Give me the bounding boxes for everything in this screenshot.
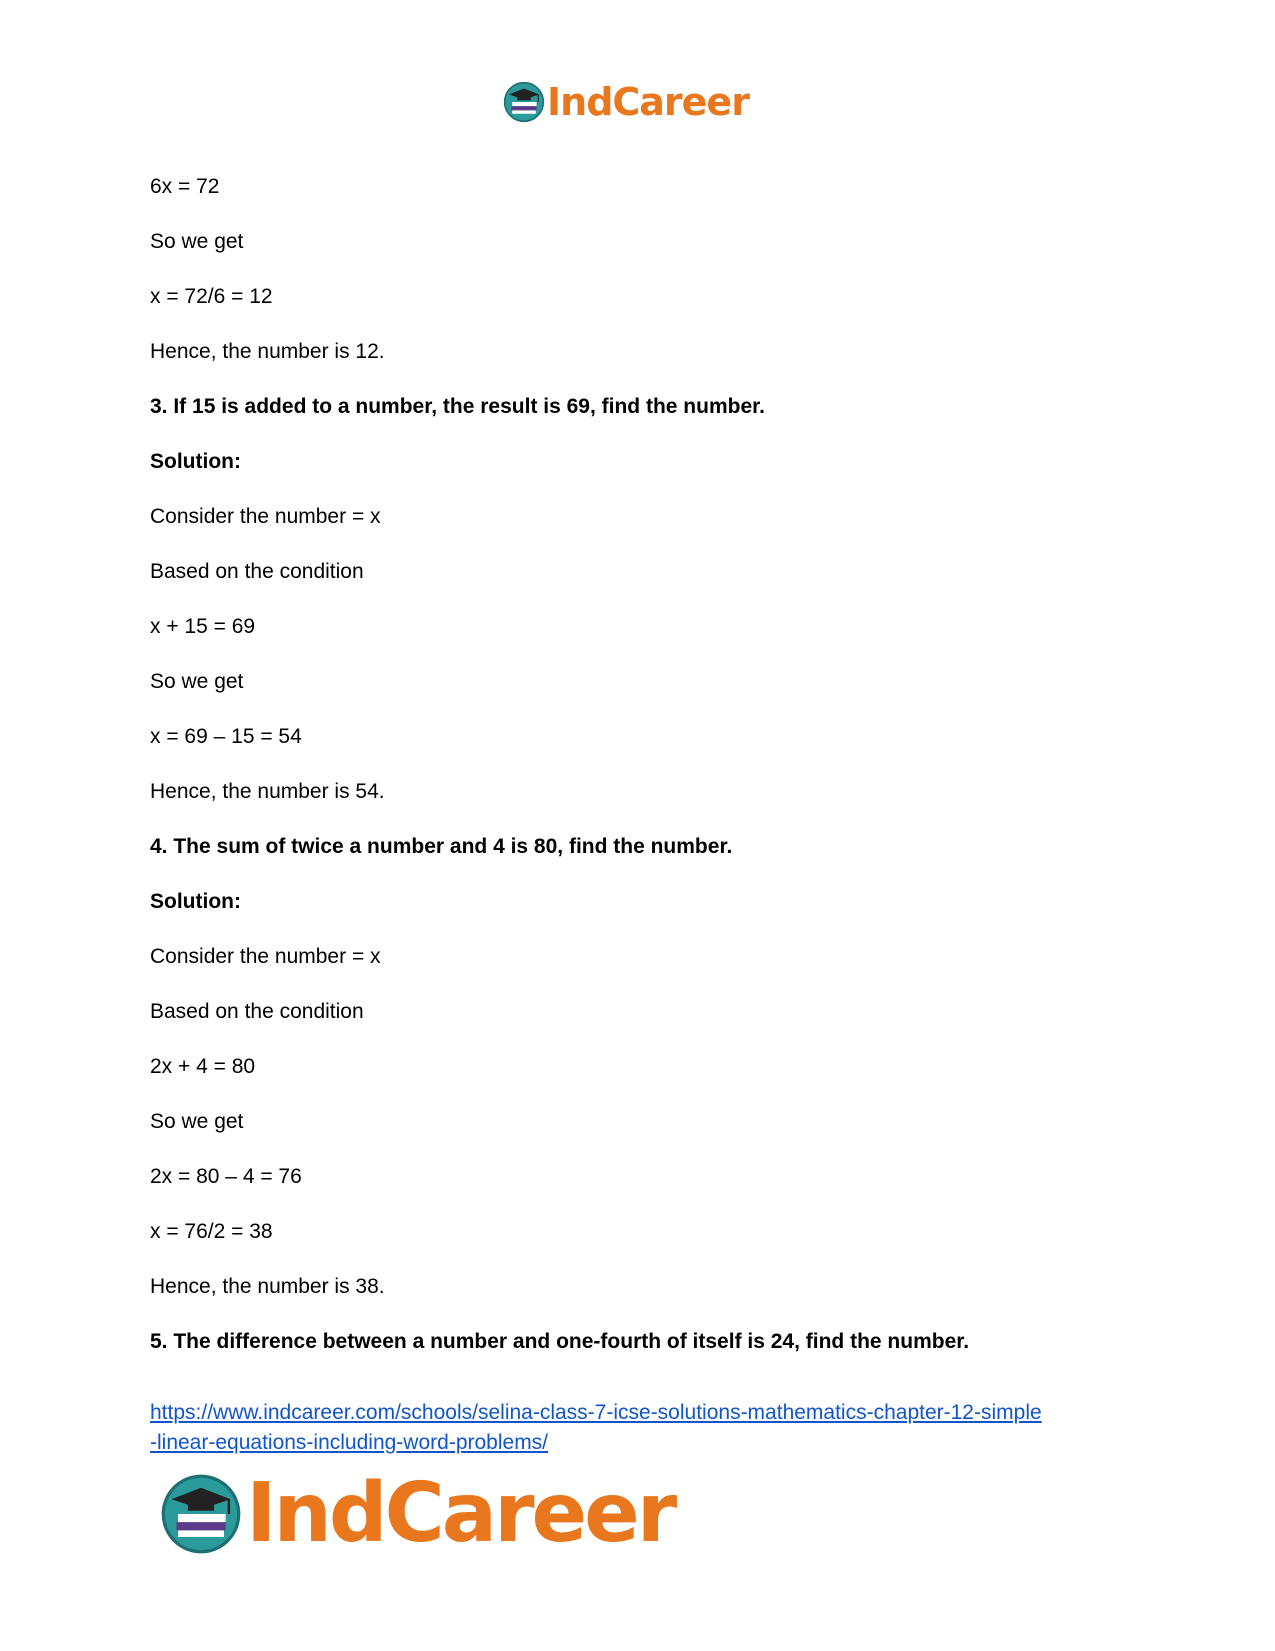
- text-line: x + 15 = 69: [150, 615, 256, 638]
- question-heading: Solution:: [150, 450, 241, 473]
- text-line: Based on the condition: [150, 1000, 364, 1023]
- question-heading: 3. If 15 is added to a number, the result is 69, find the number.: [150, 395, 765, 418]
- text-line: x = 76/2 = 38: [150, 1220, 273, 1243]
- text-line: Hence, the number is 38.: [150, 1275, 385, 1298]
- indcareer-logo-icon: [503, 81, 545, 123]
- text-line: 2x = 80 – 4 = 76: [150, 1165, 302, 1188]
- text-line: So we get: [150, 230, 244, 253]
- header-logo: [503, 78, 749, 126]
- source-link-line-1[interactable]: https://www.indcareer.com/schools/selina-class-7-icse-solutions-mathematics-chapter-12-simple: [150, 1401, 1042, 1424]
- text-line: So we get: [150, 670, 244, 693]
- text-line: 2x + 4 = 80: [150, 1055, 256, 1078]
- footer-logo: [160, 1466, 675, 1561]
- indcareer-logo-icon: [160, 1473, 242, 1555]
- text-line: Hence, the number is 54.: [150, 780, 385, 803]
- question-heading: Solution:: [150, 890, 241, 913]
- text-line: So we get: [150, 1110, 244, 1133]
- source-link-line-2[interactable]: -linear-equations-including-word-problems/: [150, 1431, 549, 1454]
- brand-name: IndCareer: [547, 80, 749, 124]
- question-heading: 4. The sum of twice a number and 4 is 80, find the number.: [150, 835, 733, 858]
- text-line: x = 69 – 15 = 54: [150, 725, 302, 748]
- text-line: 6x = 72: [150, 175, 220, 198]
- text-line: x = 72/6 = 12: [150, 285, 273, 308]
- question-heading: 5. The difference between a number and one-fourth of itself is 24, find the number.: [150, 1330, 970, 1353]
- text-line: Hence, the number is 12.: [150, 340, 385, 363]
- brand-name: IndCareer: [246, 1466, 675, 1561]
- text-line: Consider the number = x: [150, 945, 381, 968]
- source-link[interactable]: [150, 1398, 1135, 1458]
- text-line: Consider the number = x: [150, 505, 381, 528]
- document-body: [150, 172, 1135, 1382]
- text-line: Based on the condition: [150, 560, 364, 583]
